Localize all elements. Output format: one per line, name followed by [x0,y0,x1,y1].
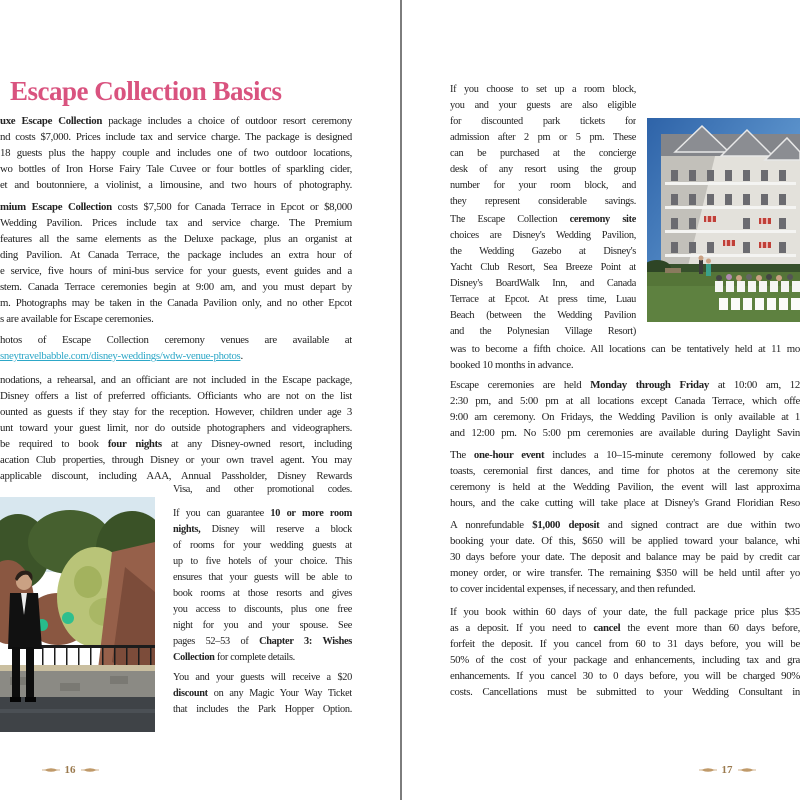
body-text: Escape ceremonies are held [450,379,591,391]
paragraph-room-block-tickets [450,82,636,210]
body-text: they represent considerable savings. [450,196,636,207]
bold-text: Chapter 3: Wishes [259,636,352,647]
body-text: features all the same elements as the Deluxe package, plus an organist at [0,233,352,245]
bold-text: cancel [593,622,621,634]
bold-text: $1,000 deposit [532,519,600,531]
text-line [173,634,352,650]
body-text: If you can guarantee [173,508,271,519]
page-number: 16 [64,764,76,776]
body-text: package includes a choice of outdoor resort ceremony [102,115,352,127]
body-text: enhancements. If you cancel 30 to 0 days before, you will be charged 90% [450,670,800,682]
body-text: 2:30 pm, and 5:00 pm at all locations except Canada Terrace, which offe [450,395,800,407]
venue-photos-link[interactable]: sneytravelbabble.com/disney-weddings/wdw-venue-photos [0,350,241,362]
body-text: costs. Cancellations must be submitted to your Wedding Consultant in [450,686,800,698]
text-line [450,565,800,581]
text-line [173,586,352,602]
text-line [450,162,636,178]
text-line [450,668,800,684]
text-line [450,276,636,292]
page-title: Escape Collection Basics [10,76,282,106]
body-text: m. Photographs may be taken in the Canada Pavilion only, and no other Epcot [0,297,352,309]
right-page-footer [685,761,769,779]
text-line [450,409,800,425]
body-text: Disney will reserve a block [200,524,352,535]
body-text: Visa, and other promotional codes. [173,484,352,495]
text-line [450,260,636,276]
text-line [173,618,352,634]
body-text: wo bottles of Iron Horse Fairy Tale Cuvee or four bottles of sparkling cider, [0,163,352,175]
text-line [450,357,800,373]
text-line [450,447,800,463]
body-text: Disney offers a list of preferred officiants. Officiants who are not on the list [0,390,352,402]
text-line [0,420,352,436]
bold-text: mium Escape Collection [0,201,112,213]
bold-text: Monday through Friday [590,379,709,391]
text-line [0,332,352,348]
text-line [450,178,636,194]
body-text: et and boutonniere, a violinist, a limousine, and two hours of photography. [0,179,352,191]
body-text: ding Pavilion. At Canada Terrace, the package includes an extra hour of [0,249,352,261]
text-line [450,620,800,636]
body-text: 50% of the cost of your package and enhancements, including tax and gra [450,654,800,666]
body-text: hours, and the cake cutting will take place at Disney's Grand Floridian Reso [450,497,800,509]
body-text: e service, five hours of mini-bus service for your guests, event guides and a [0,265,352,277]
text-line [450,517,800,533]
body-text: booked 10 months in advance. [450,359,574,371]
body-text: for complete details. [214,652,295,663]
text-line [0,113,352,129]
text-line [450,341,800,357]
paragraph-premium-package [0,199,352,327]
text-line [0,263,352,279]
body-text: includes a 10–15-minute ceremony followed by cake [544,449,800,461]
body-text: forfeit the deposit. If you cancel from 60 to 31 days before, you will be [450,638,800,650]
paragraph-not-included [0,372,352,484]
body-text: up to five hotels of your choice. This [173,556,352,567]
text-line [450,495,800,511]
text-line [173,522,352,538]
body-text: applicable discount, including AAA, Annual Passholder, Disney Rewards [0,470,352,482]
body-text: booking your date. Of this, $650 will be applied toward your balance, whi [450,535,800,547]
body-text: to cover incidental expenses, if necessary, and then refunded. [450,583,696,595]
text-line [450,146,636,162]
footer-ornament-icon [738,766,756,774]
body-text: hotos of Escape Collection ceremony venues are available at [0,334,352,346]
body-text: ensures that your guests will be able to [173,572,352,583]
text-line [173,482,352,498]
body-text: the Wedding Gazebo at Disney's [450,246,636,257]
text-line [450,114,636,130]
bold-text: nights, [173,524,201,535]
body-text: of rooms for your wedding guests at [173,540,352,551]
paragraph-venue-photos-link [0,332,352,364]
body-text: A nonrefundable [450,519,533,531]
body-text: stem. Canada Terrace ceremonies begin at 9:00 am, and you must depart by [0,281,352,293]
text-line [450,425,800,441]
text-line [173,650,352,666]
paragraph-deluxe-package [0,113,352,193]
body-text: choices are Disney's Wedding Pavilion, [450,230,636,241]
body-text: pages 52–53 of [173,636,260,647]
text-line [0,452,352,468]
body-text: s are available for Escape ceremonies. [0,313,154,325]
text-line [450,194,636,210]
body-text: as a deposit. If you need to [450,622,594,634]
bold-text: uxe Escape Collection [0,115,103,127]
text-line [173,554,352,570]
paragraph-ceremony-sites [450,212,636,340]
body-text: 30 days before your date. The deposit and balance may be paid by credit car [450,551,800,563]
body-text: can be purchased at the concierge [450,148,636,159]
text-line [0,436,352,452]
text-line [173,602,352,618]
page-number: 17 [721,764,733,776]
body-text: unt toward your guest limit, nor do outside photographers and videographers. [0,422,352,434]
text-line [0,199,352,215]
text-line [450,479,800,495]
text-line [173,670,352,686]
body-text: acation Club properties, through Disney or your own travel agent. You may [0,454,352,466]
text-line [0,247,352,263]
body-text: nd costs $7,000. Prices include tax and service charge. The package is designed [0,131,352,143]
text-line [450,652,800,668]
text-line [0,129,352,145]
text-line [450,377,800,393]
body-text: If you choose to set up a room block, [450,84,636,95]
body-text: The Escape Collection [450,214,570,225]
body-text: on any Magic Your Way Ticket [207,688,352,699]
text-line [450,636,800,652]
text-line [0,215,352,231]
text-line [450,324,636,340]
text-line [173,538,352,554]
paragraph-ticket-discount [173,670,352,718]
text-line [0,145,352,161]
body-text: be required to book [0,438,108,450]
text-line [0,161,352,177]
body-text: you and your guests are also eligible [450,100,636,111]
body-text: costs $7,500 for Canada Terrace in Epcot or $8,000 [111,201,352,213]
body-text: Beach (between the Wedding Pavilion [450,310,636,321]
paragraph-deposit [450,517,800,597]
text-line [450,244,636,260]
text-line [450,98,636,114]
paragraph-room-block [173,506,352,666]
body-text: 18 guests plus the happy couple and includes one of two outdoor locations, [0,147,352,159]
body-text: If you book within 60 days of your date, the full package price plus $35 [450,606,800,618]
text-line [0,279,352,295]
body-text: at 10:00 am, 12 [708,379,800,391]
body-text: toasts, ceremonial first dances, and time for photos at the ceremony site [450,465,800,477]
text-line [0,231,352,247]
body-text: for discounted park tickets for [450,116,636,127]
footer-ornament-icon [42,766,60,774]
footer-ornament-icon [81,766,99,774]
text-line [0,404,352,420]
left-page-footer [28,761,112,779]
body-text: admission after 2 pm or 5 pm. These [450,132,636,143]
paragraph-ceremony-sites-cont [450,341,800,373]
text-line [0,372,352,388]
text-line [450,581,800,597]
text-line [173,506,352,522]
body-text: night for you and your spouse. See [173,620,352,631]
body-text: Wedding Pavilion. Prices include tax and service charge. The Premium [0,217,352,229]
body-text: and signed contract are due within two [599,519,800,531]
text-line [450,393,800,409]
text-line [173,686,352,702]
text-line [173,702,352,718]
text-line [450,549,800,565]
body-text: desk of any resort using the group [450,164,636,175]
text-line [173,570,352,586]
paragraph-one-hour-event [450,447,800,511]
bold-text: 10 or more room [270,508,352,519]
paragraph-not-included-cont [173,482,352,498]
body-text: ceremony is held at the Wedding Pavilion, the event will last approxima [450,481,800,493]
body-text: and 12:00 pm. No 5:00 pm ceremonies are available during Daylight Savin [450,427,800,439]
body-text: Yacht Club Resort, Sea Breeze Point at [450,262,636,273]
text-line [450,212,636,228]
ceremony-photo [647,118,800,322]
body-text: book rooms at those resorts and gives [173,588,352,599]
bold-text: Collection [173,652,215,663]
text-line [450,130,636,146]
body-text: Terrace at Epcot. At press time, Luau [450,294,636,305]
body-text: Disney's BoardWalk Inn, and Canada [450,278,636,289]
text-line [0,388,352,404]
text-line [0,311,352,327]
paragraph-cancellation [450,604,800,700]
body-text: The [450,449,474,461]
text-line [450,308,636,324]
text-line [0,295,352,311]
text-line [450,82,636,98]
body-text: money order, or wire transfer. The remaining $350 will be held until after yo [450,567,800,579]
body-text: and the Polynesian Village Resort) [450,326,636,337]
body-text: at any Disney-owned resort, including [161,438,352,450]
body-text: ounted as guests if they stay for the reception. However, children under age 3 [0,406,352,418]
bold-text: one-hour event [473,449,545,461]
groom-photo [0,497,155,732]
body-text: that includes the Park Hopper Option. [173,704,352,715]
body-text: . [240,350,243,362]
body-text: number for your room block, and [450,180,636,191]
paragraph-ceremony-times [450,377,800,441]
footer-ornament-icon [699,766,717,774]
body-text: was to become a fifth choice. All locations can be tentatively held at 11 mo [450,343,800,355]
page-divider [400,0,402,800]
text-line [450,228,636,244]
body-text: the event more than 60 days before, [620,622,800,634]
text-line [0,348,352,364]
text-line [450,604,800,620]
body-text: nodations, a rehearsal, and an officiant are not included in the Escape package, [0,374,352,386]
text-line [0,177,352,193]
text-line [450,684,800,700]
text-line [450,292,636,308]
bold-text: discount [173,688,208,699]
bold-text: four nights [107,438,162,450]
bold-text: ceremony site [569,214,636,225]
text-line [450,463,800,479]
body-text: You and your guests will receive a $20 [173,672,352,683]
body-text: you access to discounts, plus one free [173,604,352,615]
text-line [450,533,800,549]
body-text: 9:00 am ceremony. On Fridays, the Wedding Pavilion is only available at 1 [450,411,800,423]
